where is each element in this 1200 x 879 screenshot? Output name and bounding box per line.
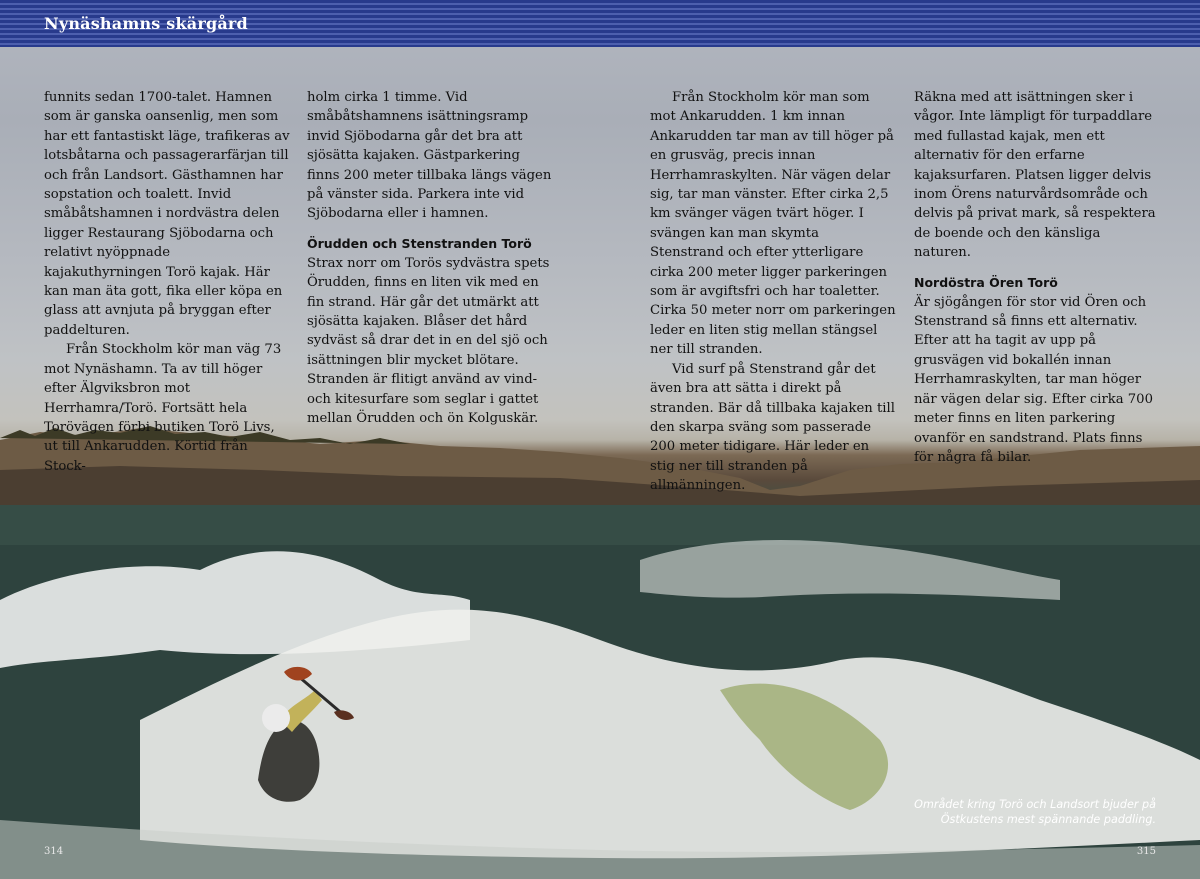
text-column-4 bbox=[914, 88, 1160, 467]
paragraph: Från Stockholm kör man väg 73 mot Nynäshamn. Ta av till höger efter Älgviksbron mot Herrhamra/Torö. Fortsätt hela Torövägen förbi butiken Torö Livs, ut till Ankarudden. Körtid från Stock- bbox=[44, 342, 282, 474]
paragraph: Från Stockholm kör man som mot Ankarudden. 1 km innan Ankarudden tar man av till höger på en grusväg, precis innan Herrhamraskylten. När vägen delar sig, tar man vänster. Efter cirka 2,5 km svänger vägen tvärt höger. I svängen kan man skymta Stenstrand och efter ytterligare cirka 200 meter ligger parkeringen som är avgiftsfri och har toaletter. Cirka 50 meter norr om parkeringen leder en liten stig mellan stängsel ner till stranden. bbox=[650, 90, 896, 358]
paragraph: Räkna med att isättningen sker i vågor. Inte lämpligt för turpaddlare med fullastad kajak, men ett alternativ för den erfarne kajaksurfaren. Platsen ligger delvis inom Örens naturvårdsområde och delvis på privat mark, så respektera de boende och den känsliga naturen. bbox=[914, 90, 1156, 261]
page-number-right: 315 bbox=[1136, 846, 1156, 857]
text-column-3 bbox=[650, 88, 896, 496]
section-heading: Örudden och Stenstranden Torö bbox=[307, 235, 532, 251]
paragraph: Strax norr om Torös sydvästra spets Örudden, finns en liten vik med en fin strand. Här går det utmärkt att sjösätta kajaken. Blåser det hård sydväst så drar det in en del sjö och isättningen blir mycket blötare. Stranden är flitigt använd av vind- och kitesurfare som seglar i gattet mellan Örudden och ön Kolguskär. bbox=[307, 255, 550, 427]
paragraph: Är sjögången för stor vid Ören och Stenstrand så finns ett alternativ. Efter att ha tagit av upp på grusvägen vid bokallén innan Herrhamraskylten, tar man höger när vägen delar sig. Efter cirka 700 meter finns en liten parkering ovanför en sandstrand. Plats finns för några få bilar. bbox=[914, 294, 1153, 465]
page-number-left: 314 bbox=[44, 846, 64, 857]
paragraph: Vid surf på Stenstrand går det även bra att sätta i direkt på stranden. Bär då tillbaka kajaken till den skarpa sväng som passerade 200 meter tidigare. Här leder en stig ner till stranden på allmänningen. bbox=[650, 361, 895, 494]
text-column-2 bbox=[307, 88, 553, 429]
paragraph: funnits sedan 1700-talet. Hamnen som är ganska oansenlig, men som har ett fantastiskt läge, trafikeras av lotsbåtarna och passagerarfärjan till och från Landsort. Gästhamnen har sopstation och toalett. Invid småbåtshamnen i nordvästra delen ligger Restaurang Sjöbodarna och relativt nyöppnade kajakuthyrningen Torö kajak. Här kan man äta gott, fika eller köpa en glass att avnjuta på bryggan efter paddelturen. bbox=[44, 90, 290, 338]
section-heading: Nordöstra Ören Torö bbox=[914, 274, 1058, 290]
photo-caption: Området kring Torö och Landsort bjuder på Östkustens mest spännande paddling. bbox=[914, 798, 1156, 826]
text-column-1 bbox=[44, 88, 290, 476]
section-header-band bbox=[0, 0, 1200, 47]
section-title: Nynäshamns skärgård bbox=[44, 14, 248, 33]
paragraph: holm cirka 1 timme. Vid småbåtshamnens isättningsramp invid Sjöbodarna går det bra att sjösätta kajaken. Gästparkering finns 200 meter tillbaka längs vägen på vänster sida. Parkera inte vid Sjöbodarna eller i hamnen. bbox=[307, 90, 552, 222]
